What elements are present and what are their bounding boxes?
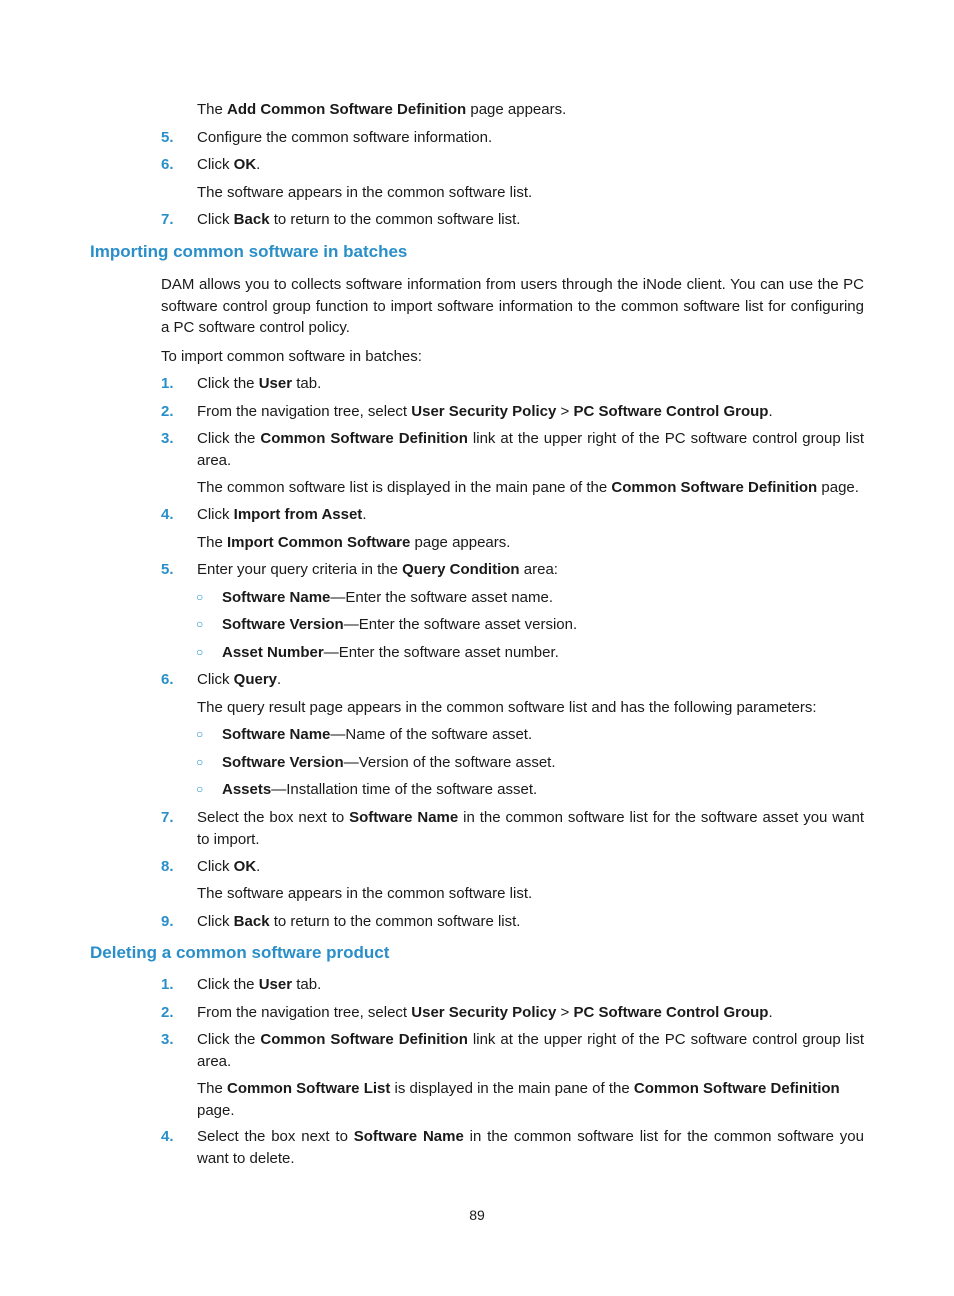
circle-bullet-icon: ○ <box>196 590 204 604</box>
step-text: Click the User tab. <box>197 375 322 392</box>
list-item: Assets—Installation time of the software asset. <box>222 781 538 798</box>
circle-bullet-icon: ○ <box>196 617 204 631</box>
step-result: The Common Software List is displayed in the main pane of the Common Software Definition page. <box>197 1080 840 1119</box>
step-number: 3. <box>161 1031 174 1048</box>
step-number: 1. <box>161 976 174 993</box>
step-text: Click OK. <box>197 858 261 875</box>
step-text: Click Back to return to the common software list. <box>197 913 521 930</box>
step-text: Enter your query criteria in the Query Condition area: <box>197 561 558 578</box>
step-text: Select the box next to Software Name in the common software list for the software asset you want to import. <box>197 809 864 848</box>
list-item: Software Version—Version of the software asset. <box>222 754 556 771</box>
circle-bullet-icon: ○ <box>196 645 204 659</box>
step-number: 2. <box>161 403 174 420</box>
step-text: Click OK. <box>197 156 261 173</box>
step-number: 6. <box>161 671 174 688</box>
step-result: The common software list is displayed in the main pane of the Common Software Definition page. <box>197 479 859 496</box>
procedure-lead: To import common software in batches: <box>161 348 422 365</box>
circle-bullet-icon: ○ <box>196 755 204 769</box>
step-result: The software appears in the common software list. <box>197 184 533 201</box>
step-text: Click the User tab. <box>197 976 322 993</box>
step-text: From the navigation tree, select User Security Policy > PC Software Control Group. <box>197 403 773 420</box>
step-number: 6. <box>161 156 174 173</box>
step-number: 5. <box>161 561 174 578</box>
step-text: Select the box next to Software Name in the common software list for the common software you want to delete. <box>197 1128 864 1167</box>
circle-bullet-icon: ○ <box>196 782 204 796</box>
step-number: 5. <box>161 129 174 146</box>
list-item: Software Name—Name of the software asset. <box>222 726 533 743</box>
step-number: 9. <box>161 913 174 930</box>
step-number: 7. <box>161 211 174 228</box>
step-result: The software appears in the common software list. <box>197 885 533 902</box>
circle-bullet-icon: ○ <box>196 727 204 741</box>
list-item: Asset Number—Enter the software asset number. <box>222 644 559 661</box>
list-item: Software Version—Enter the software asset version. <box>222 616 578 633</box>
step-text: Click the Common Software Definition link at the upper right of the PC software control group list area. <box>197 430 864 469</box>
step-number: 7. <box>161 809 174 826</box>
step-number: 4. <box>161 506 174 523</box>
intro-paragraph: DAM allows you to collects software information from users through the iNode client. You can use the PC software control group function to import software information to the common software list for configuring a PC software control policy. <box>161 276 864 336</box>
step-text: Click the Common Software Definition link at the upper right of the PC software control group list area. <box>197 1031 864 1070</box>
step-number: 2. <box>161 1004 174 1021</box>
step-number: 4. <box>161 1128 174 1145</box>
step-number: 8. <box>161 858 174 875</box>
step-text: Click Back to return to the common software list. <box>197 211 521 228</box>
step-text: Click Import from Asset. <box>197 506 367 523</box>
page-number: 89 <box>469 1207 485 1223</box>
step-result: The Import Common Software page appears. <box>197 534 511 551</box>
section-heading-delete: Deleting a common software product <box>90 943 390 962</box>
list-item: Software Name—Enter the software asset name. <box>222 589 553 606</box>
step-number: 1. <box>161 375 174 392</box>
step-text: Click Query. <box>197 671 282 688</box>
step-number: 3. <box>161 430 174 447</box>
step-text: Configure the common software information. <box>197 129 493 146</box>
step-result: The Add Common Software Definition page appears. <box>197 101 567 118</box>
section-heading-import: Importing common software in batches <box>90 242 408 261</box>
step-text: From the navigation tree, select User Security Policy > PC Software Control Group. <box>197 1004 773 1021</box>
step-result: The query result page appears in the common software list and has the following parameters: <box>197 699 817 716</box>
